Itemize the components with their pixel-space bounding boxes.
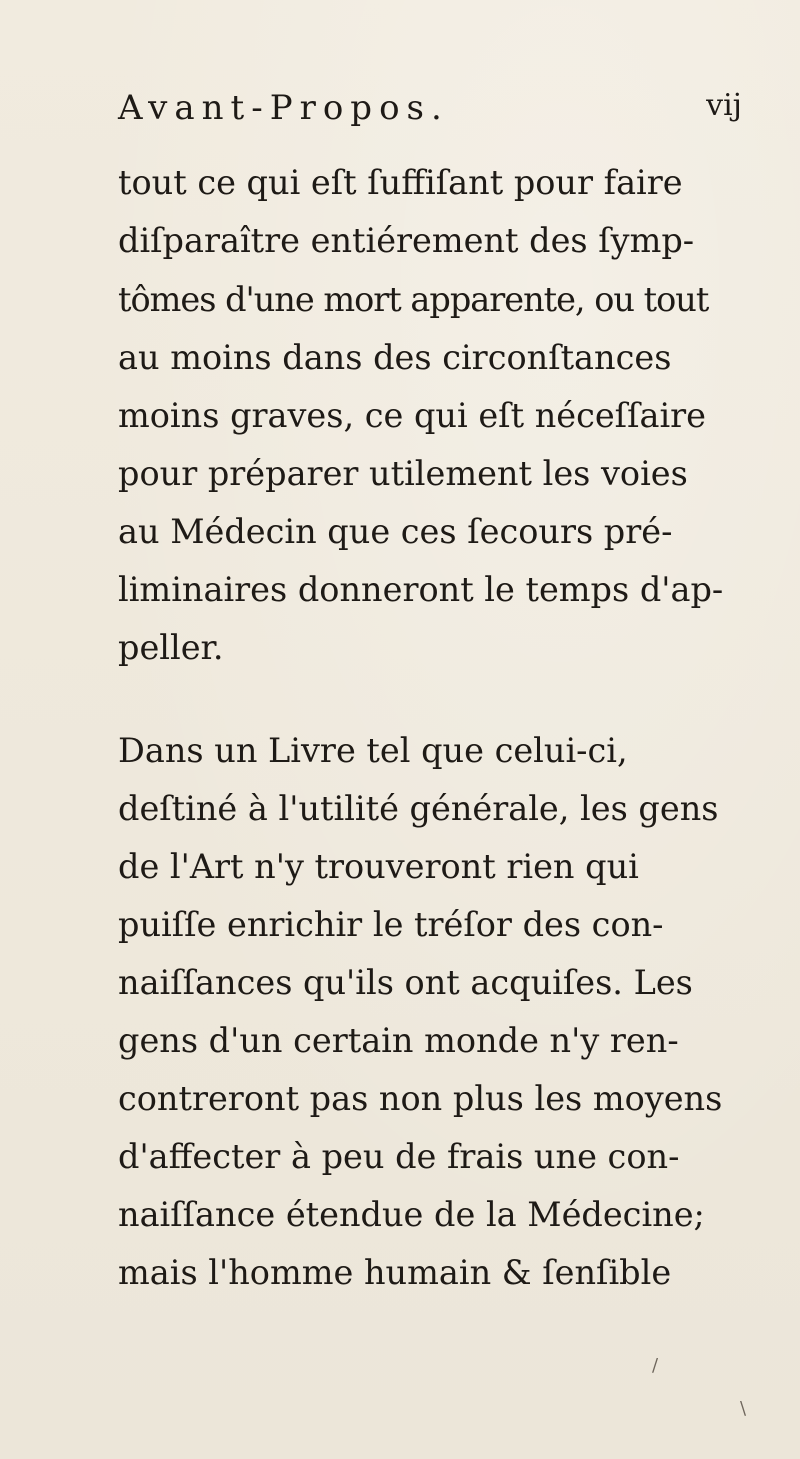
text-line: puiſſe enrichir le tréſor des con- bbox=[118, 905, 664, 944]
page-number: vij bbox=[706, 88, 742, 123]
paper-speck: / bbox=[652, 1355, 659, 1376]
text-line: d'affecter à peu de frais une con- bbox=[118, 1137, 680, 1176]
paper-speck: \ bbox=[740, 1398, 747, 1419]
text-line: mais l'homme humain & ſenſible bbox=[118, 1253, 672, 1292]
text-line: liminaires donneront le temps d'ap- bbox=[118, 570, 724, 609]
text-line: naiſſance étendue de la Médecine; bbox=[118, 1195, 705, 1234]
text-line: pour préparer utilement les voies bbox=[118, 454, 688, 493]
text-line: tout ce qui eſt ſuffiſant pour faire bbox=[118, 163, 683, 202]
text-line: naiſſances qu'ils ont acquiſes. Les bbox=[118, 963, 693, 1002]
text-line: de l'Art n'y trouveront rien qui bbox=[118, 847, 639, 886]
text-line: diſparaître entiérement des ſymp- bbox=[118, 221, 695, 260]
running-header bbox=[118, 88, 742, 132]
text-line: contreront pas non plus les moyens bbox=[118, 1079, 723, 1118]
text-line: Dans un Livre tel que celui-ci, bbox=[118, 731, 628, 770]
text-line: moins graves, ce qui eſt néceſſaire bbox=[118, 396, 707, 435]
text-line: deſtiné à l'utilité générale, les gens bbox=[118, 789, 719, 828]
text-line: au moins dans des circonſtances bbox=[118, 338, 672, 377]
text-line: au Médecin que ces ſecours pré- bbox=[118, 512, 673, 551]
text-line: peller. bbox=[118, 628, 224, 667]
text-line: tômes d'une mort apparente, ou tout bbox=[118, 280, 709, 319]
text-line: gens d'un certain monde n'y ren- bbox=[118, 1021, 679, 1060]
running-title: Avant-Propos. bbox=[118, 88, 449, 128]
